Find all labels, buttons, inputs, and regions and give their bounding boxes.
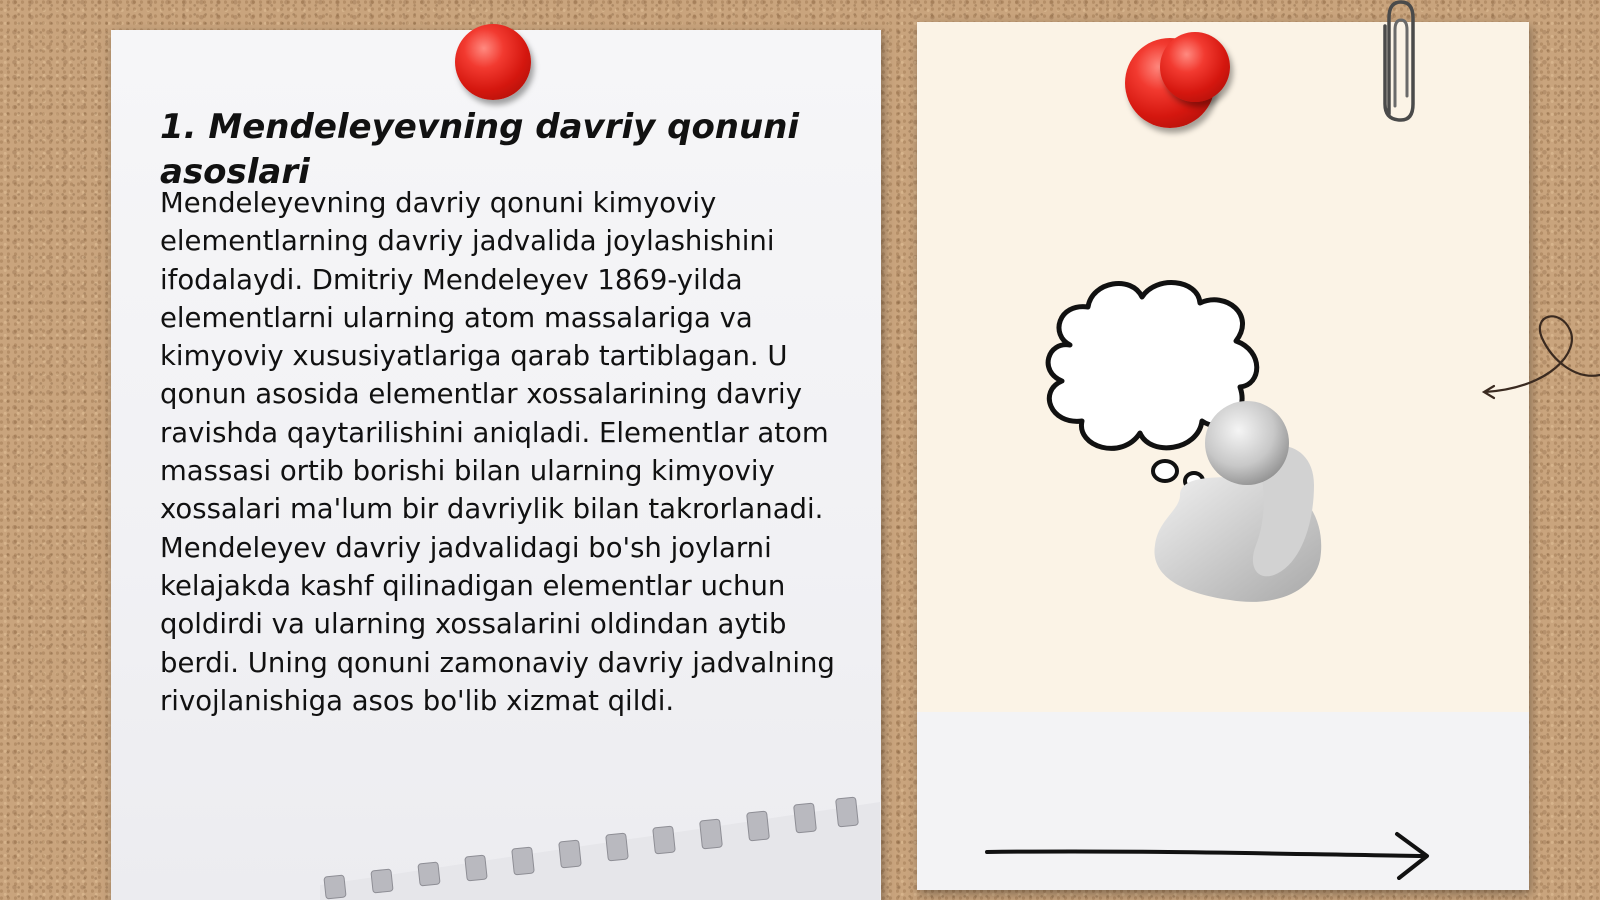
notebook-strip-decoration [320,790,880,900]
thinking-person-icon [1030,275,1350,615]
slide-body-text: Mendeleyevning davriy qonuni kimyoviy elementlarning davriy jadvalida joylashishini ifodalaydi. Dmitriy Mendeleyev 1869-yilda elementlarni ularning atom massalariga va kimyoviy xususiyatlariga qarab tartiblagan. U qonun asosida elementlar xossalarining davriy ravishda qaytarilishini aniqladi. Elementlar atom massasi ortib borishi bilan ularning kimyoviy xossalari ma'lum bir davriylik bilan takrorlanadi. Mendeleyev davriy jadvalidagi bo'sh joylarni kelajakda kashf qilinadigan elementlar uchun qoldirdi va ularning xossalarini oldindan aytib berdi. Uning qonuni zamonaviy davriy jadvalning rivojlanishiga asos bo'lib xizmat qildi. [160,187,835,717]
pushpin-icon [1160,32,1230,102]
pushpin-icon [455,24,531,100]
paperclip-icon [1375,0,1415,126]
squiggle-arrow-icon [1480,300,1600,410]
arrow-right-icon [985,830,1445,880]
slide-heading: 1. Mendeleyevning davriy qonuni asoslari [160,107,800,192]
